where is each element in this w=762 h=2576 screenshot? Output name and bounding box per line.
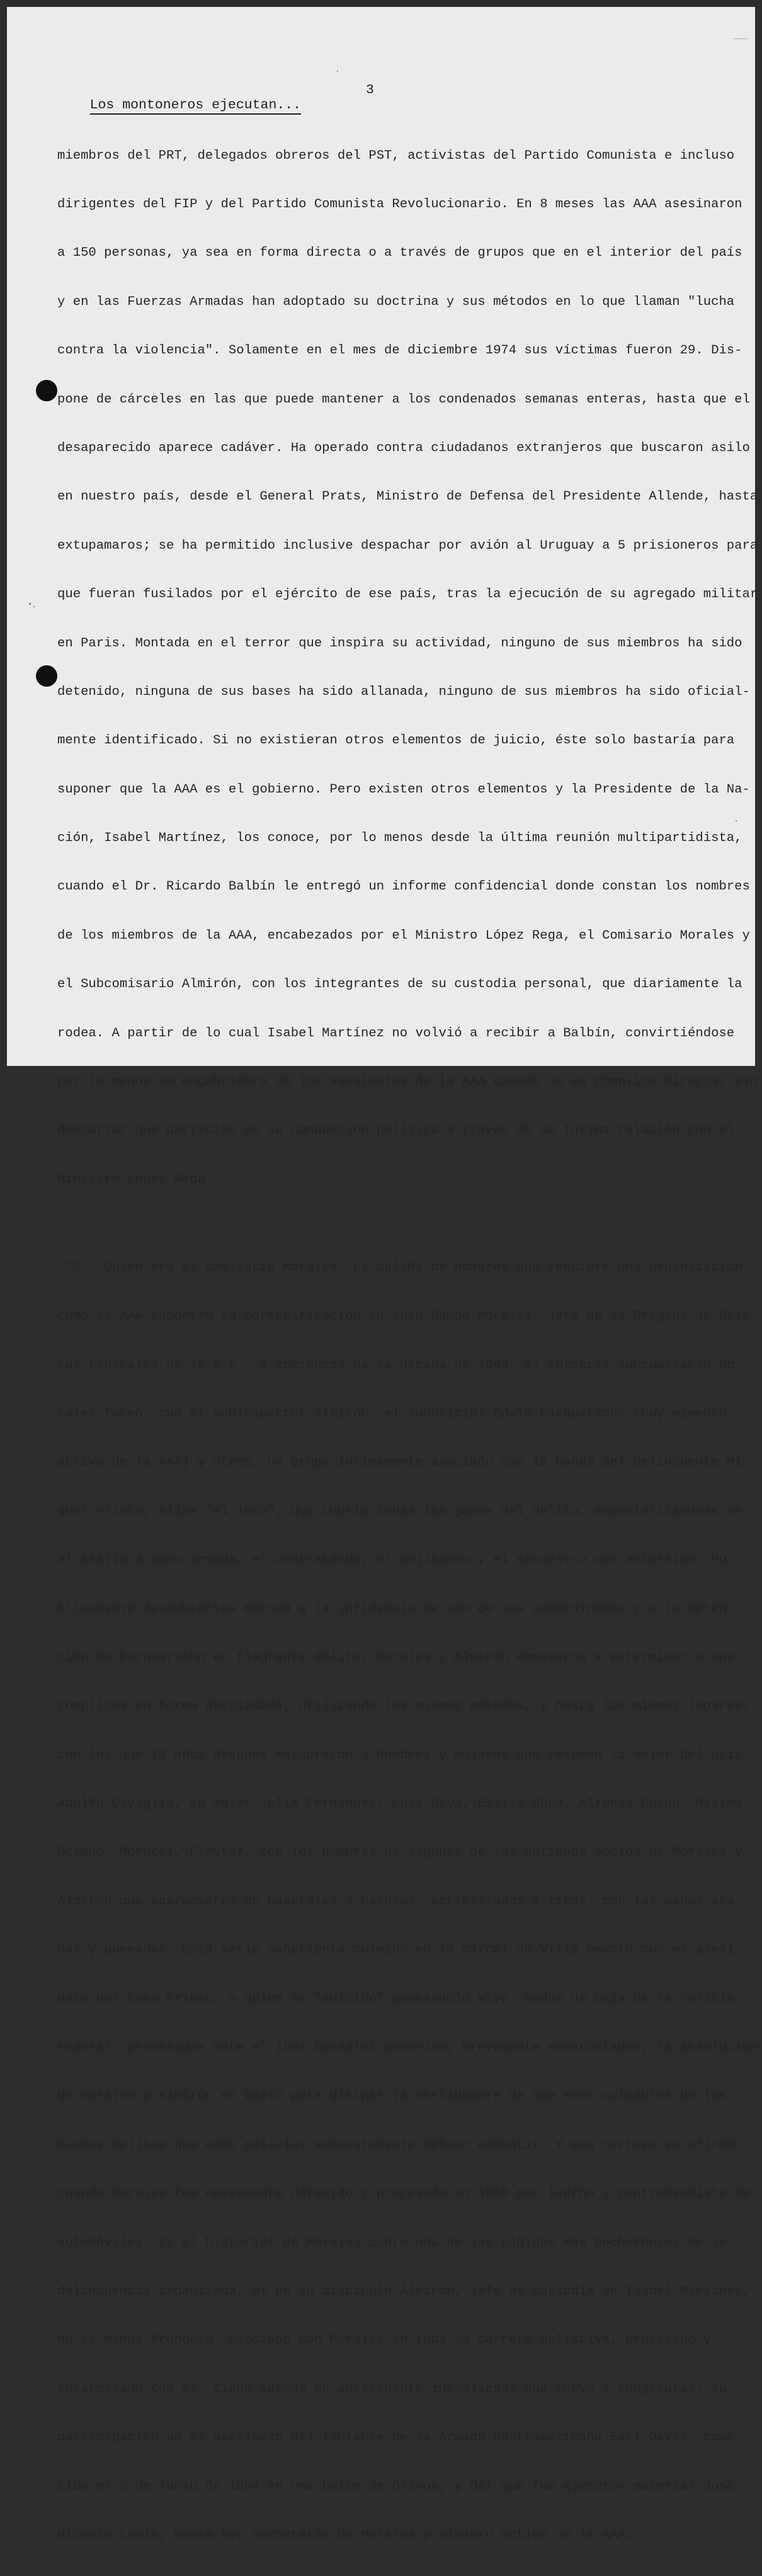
paper-speck (733, 38, 748, 39)
paragraph-2 (57, 1227, 756, 2576)
page-number: 3 (366, 83, 374, 98)
header-title: Los montoneros ejecutan... (90, 98, 301, 115)
text-line: tido el 9 de junio de 1964 en una boite de Olivos, y del que fue ejecutor material José (57, 2479, 735, 2494)
text-line: miembros del PRT, delegados obreros del PST, activistas del Partido Comunista e incluso (57, 148, 735, 163)
text-line: Ministro López Rega. (57, 1172, 213, 1187)
text-line: tos Federales de la P.F., a comienzos de la década de 1960, el entonces subcomisario Mo- (57, 1358, 742, 1373)
paper-speck (736, 820, 737, 821)
text-line: dirigentes del FIP y del Partido Comunista Revolucionario. En 8 meses las AAA asesinaron (57, 197, 742, 212)
text-line: Vicente Lavia, hasta hoy secretario de Morales y miembro activo de la AAA. (57, 2527, 634, 2543)
punch-hole (36, 380, 57, 401)
text-line: cuando el Dr. Ricardo Balbín le entregó un informe confidencial donde constan los nombres (57, 879, 750, 895)
text-line: no es menos frondoso. Asociado con Morales en toda su carrera delictiva, procesado y (57, 2333, 712, 2348)
text-line: de los miembros de la AAA, encabezados por el Ministro López Rega, el Comisario Morales y (57, 928, 750, 943)
text-line: das y quemadas. Esta serie sangrienta culminó en la cárcel de Villa Devoto con el asesi- (57, 1943, 742, 1958)
text-line: extupamaros; se ha permitido inclusive despachar por avión al Uruguay a 5 prisioneros para (57, 538, 758, 553)
text-line: como la AAA encontró su personificación en Juan Ramón Morales. Jefe de la Brigada de Deli- (57, 1309, 758, 1324)
text-line: por lo menos en encubridora de los asesinatos de la AAA cuando no en cómplice directa, sin (57, 1075, 758, 1090)
text-line: rodea. A partir de lo cual Isabel Martínez no volvió a recibir a Balbín, convirtiéndose (57, 1026, 735, 1041)
text-line: blicamente descubiertos merced a la infidencia de uno de sus subordinados y a la deten- (57, 1601, 735, 1617)
text-line: activo de la AAA) y otros, un grupo íntimamente asociado con la banda del delincuente Mi- (57, 1455, 750, 1470)
paper-speck (33, 606, 35, 607)
text-line: automóviles. Si el historial de Morales cubre una de las páginas más bochornosas de la (57, 2235, 727, 2250)
text-line: rales formó, con el subinspector Almirón, el suboficial Edwin Farquarsohn (hoy miembro (57, 1406, 727, 1421)
text-line: ción, Isabel Martínez, los conoce, por lo menos desde la última reunión multipartidista, (57, 831, 742, 846)
text-line: a 150 personas, ya sea en forma directa o a través de grupos que en el interior del país (57, 246, 742, 261)
paragraph-1 (57, 115, 756, 1220)
text-line: cómplices en forma despiadada, utilizando los mismos métodos, y hasta los mismos lugares, (57, 1699, 750, 1714)
text-line: ción de Farquarsohn en flagrante delito, Morales y Almirón empezaron a exterminar a sus (57, 1650, 735, 1665)
text-line: delincuencia organizada, el de su discípulo Almirón, jefe de custodia de Isabel Martínez, (57, 2284, 750, 2299)
text-line: y en las Fuerzas Armadas han adoptado su doctrina y sus métodos en lo que llaman "lucha (57, 294, 735, 309)
text-line: participación en el asesinato del Teniente de la Armada norteamericana Earl Davis, come- (57, 2430, 742, 2446)
text-line: encarcelado con él, tiene además un antecedente inexplicado que mueve a conjeturas: su (57, 2381, 727, 2396)
text-line: en nuestro país, desde el General Prats, Ministro de Defensa del Presidente Allende, hasta (57, 489, 758, 505)
text-line: Ocampo, Morucci, Fleytas, son los nombres de algunos de los antiguos socios de Morales y (57, 1845, 742, 1860)
text-line: que fueran fusilados por el ejército de ese país, tras la ejecución de su agregado militar (57, 587, 758, 602)
text-line: cuando Morales fue nuevamente detenido y procesado en 1968 por ladrón y contrabandista de (57, 2187, 750, 2202)
text-line: pone de cárceles en las que puede mantener a los condenados semanas enteras, hasta que el (57, 392, 750, 407)
document-page (7, 7, 758, 2543)
text-line: Almirón que aparecieron en basurales y baldíos, acribillados a tiros, con las manos ata- (57, 1894, 742, 1909)
text-line: de Morales y Almirón no bastó para disipar la certidumbre de que eran culpables de los (57, 2089, 727, 2104)
text-line: nato del Loco Prieto, a quien se "suicidó" quemándolo vivo. Dados de baja de la Policía (57, 1991, 735, 2006)
punch-hole (36, 665, 57, 687)
text-line: el asalto a mano armada, el contrabando, el mejicaneo y el secuestro con extorsión. Pú- (57, 1553, 735, 1568)
paper-speck (29, 603, 31, 605)
text-line: desaparecido aparece cadáver. Ha operado contra ciudadanos extranjeros que buscaron asilo (57, 440, 750, 455)
paper-speck (337, 71, 338, 72)
text-line: el Subcomisario Almirón, con los integrantes de su custodia personal, que diariamente la (57, 977, 742, 992)
text-line: "6 - Quién era el comisario Morales: La calaña de hombres que requiere una organización (57, 1260, 742, 1275)
text-line: contra la violencia". Solamente en el mes de diciembre 1974 sus víctimas fueron 29. Dis- (57, 343, 742, 358)
text-line: en Paris. Montada en el terror que inspira su actividad, ninguno de sus miembros ha sido (57, 636, 742, 651)
text-line: guel Prieto, alias "el loco", que cubría todas las gamas del delito, especializándose en (57, 1504, 742, 1519)
text-line: mente identificado. Si no existieran otros elementos de juicio, éste solo bastaría para (57, 733, 735, 748)
text-line: detenido, ninguna de sus bases ha sido allanada, ninguno de sus miembros ha sido oficial- (57, 684, 750, 699)
text-line: con los que 10 años después masacraron a hombres y mujeres que resumen lo mejor del país. (57, 1748, 750, 1763)
document-body (57, 115, 756, 2576)
text-line: descartar que participe en su conducción política a través de su íntima relación con el (57, 1123, 735, 1138)
text-line: Adolfo Caviglia, su mujer Julia Fernández, Luis Bayo, Emilio Abud, Alfonso Guido, Máximo (57, 1797, 742, 1812)
text-line: Federal, procesados ante el juez González Bonorino, brevemente encarcelados, la absolución (57, 2041, 758, 2056)
text-line: mismos delitos que como policías supuestamente debían combatir. Y esa certeza se afirmó (57, 2138, 735, 2153)
text-line: suponer que la AAA es el gobierno. Pero existen otros elementos y la Presidente de la Na- (57, 782, 750, 797)
